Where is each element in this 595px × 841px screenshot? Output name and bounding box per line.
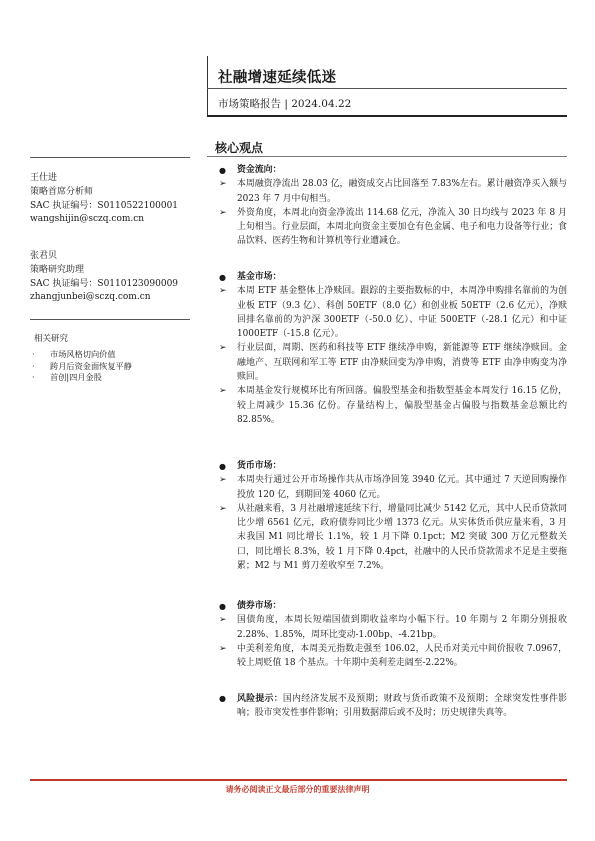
related-top-rule — [30, 319, 190, 320]
risk-label: 风险提示： — [237, 694, 283, 704]
analyst-role: 策略首席分析师 — [30, 186, 94, 197]
bullet-icon: ● — [219, 165, 226, 175]
section-money-market — [215, 459, 567, 573]
arrow-bullet-icon: ➢ — [219, 503, 227, 514]
related-research — [30, 332, 200, 384]
section-bond-market — [215, 599, 567, 670]
analyst-email[interactable]: zhangjunbei@sczq.com.cn — [30, 292, 151, 303]
related-item[interactable]: · 首创|四月金股 — [32, 372, 102, 382]
related-item[interactable]: · 跨月后资金面恢复平静 — [32, 360, 132, 371]
bullet-icon: ● — [219, 272, 226, 282]
analyst-card — [30, 172, 178, 227]
bullet-icon: · — [32, 360, 35, 371]
section-item: ➢ 本周融资净流出 28.03 亿，融资成交占比回落至 7.83%左右。累计融资净买入额与 2023 年 7 月中旬相当。 — [219, 179, 567, 204]
section-item: ➢ 国债角度，本周长短端国债到期收益率均小幅下行。10 年期与 2 年期分别报收 2.28%、1.85%，周环比变动-1.00bp、-4.21bp。 — [219, 615, 567, 640]
risk-notice — [215, 692, 567, 721]
subtitle-divider — [207, 115, 567, 117]
arrow-bullet-icon: ➢ — [219, 386, 227, 397]
risk-text: 国内经济发展不及预期；财政与货币政策不及预期；全球突发性事件影响；股市突发性事件影响；引用数据滞后或不及时；历史规律失真等。 — [237, 694, 567, 719]
section-title: 基金市场： — [237, 272, 282, 282]
section-title: 资金流向： — [237, 165, 282, 175]
analyst-card — [30, 250, 178, 305]
section-title: 债券市场： — [237, 601, 282, 611]
section-item: ➢ 本周央行通过公开市场操作共从市场净回笼 3940 亿元。其中通过 7 天逆回购操作投放 120 亿，到期回笼 4060 亿元。 — [219, 475, 567, 500]
footer-disclaimer: 请务必阅读正文最后部分的重要法律声明 — [225, 784, 370, 794]
bullet-icon: ● — [219, 694, 226, 703]
arrow-bullet-icon: ➢ — [219, 475, 227, 486]
analyst-name: 张君贝 — [30, 251, 58, 261]
section-title: 货币市场： — [237, 461, 282, 471]
section-item: ➢ 本周基金发行规模环比有所回落。偏股型基金和指数型基金本周发行 16.15 亿份，较上周减少 15.36 亿份。存量结构上，偏股型基金占偏股与指数基金总额比约 82.85%。 — [219, 386, 567, 425]
report-title: 社融增速延续低迷 — [218, 69, 337, 86]
section-item: ➢ 外资角度，本周北向资金净流出 114.68 亿元，净流入 30 日均线与 2023 年 8 月上旬相当。行业层面，本周北向资金主要加仓有色金属、电子和电力设备等行业；食品饮料、医药生物和计算机等行业遭减仓。 — [219, 207, 567, 247]
bullet-icon: · — [32, 349, 35, 359]
section-item: ➢ 本周 ETF 基金整体上净赎回。跟踪的主要指数标的中，本周净申购排名靠前的为创业板 ETF（9.3 亿）、科创 50ETF（8.0 亿）和创业板 50ETF（2.6 亿元），净赎回排名靠前的为沪深 300ETF（-50.0 亿）、中证 500ETF（-28.1 亿元）和中证 1000ETF（-15.8 亿元）。 — [219, 286, 567, 340]
arrow-bullet-icon: ➢ — [219, 643, 227, 654]
header-vertical-rule — [207, 56, 208, 116]
section-item: ➢ 从社融来看，3 月社融增速延续下行，增量同比减少 5142 亿元，其中人民币贷款同比少增 6561 亿元，政府债券同比少增 1373 亿元。从实体货币供应量来看，3 月末我国 M1 同比增长 1.1%，较 1 月下降 0.1pct；M2 突破 300 万亿元整数关口，同比增长 8.3%，较 1 月下降 0.4pct，社融中的人民币贷款需求不足是主要拖累；M2 与 M1 剪刀差收窄至 7.2%。 — [219, 503, 567, 572]
report-subtitle: 市场策略报告 | 2024.04.22 — [218, 98, 352, 110]
analyst-top-rule — [30, 157, 190, 158]
section-item: ➢ 中美利差角度，本周美元指数走强至 106.02，人民币对美元中间价报收 7.0967，较上周贬值 18 个基点。十年期中美利差走阔至-2.22%。 — [219, 643, 567, 669]
section-fund-flow — [215, 163, 567, 249]
arrow-bullet-icon: ➢ — [219, 615, 227, 626]
analyst-license: SAC 执证编号：S0110123090009 — [30, 278, 179, 289]
analyst-email[interactable]: wangshijin@sczq.com.cn — [30, 214, 145, 225]
bullet-icon: ● — [219, 461, 226, 471]
core-view-heading: 核心观点 — [215, 141, 264, 155]
analyst-role: 策略研究助理 — [30, 264, 85, 275]
bullet-icon: ● — [219, 601, 226, 611]
arrow-bullet-icon: ➢ — [219, 179, 227, 190]
related-research-title: 相关研究 — [34, 334, 69, 344]
section-item: ➢ 行业层面，周期、医药和科技等 ETF 继续净申购，新能源等 ETF 继续净赎回。金融地产、互联网和军工等 ETF 由净赎回变为净申购，消费等 ETF 由净申购变为净赎回。 — [219, 343, 567, 383]
core-view-divider — [207, 156, 567, 157]
arrow-bullet-icon: ➢ — [219, 207, 227, 218]
footer-rule — [30, 779, 567, 781]
analyst-license: SAC 执证编号：S0110522100001 — [30, 200, 179, 211]
arrow-bullet-icon: ➢ — [219, 343, 227, 354]
section-fund-market — [215, 270, 567, 427]
bullet-icon: · — [32, 372, 35, 382]
related-item[interactable]: · 市场风格切向价值 — [32, 349, 116, 359]
title-divider — [207, 88, 567, 89]
analyst-name: 王仕进 — [30, 173, 58, 183]
arrow-bullet-icon: ➢ — [219, 286, 227, 297]
